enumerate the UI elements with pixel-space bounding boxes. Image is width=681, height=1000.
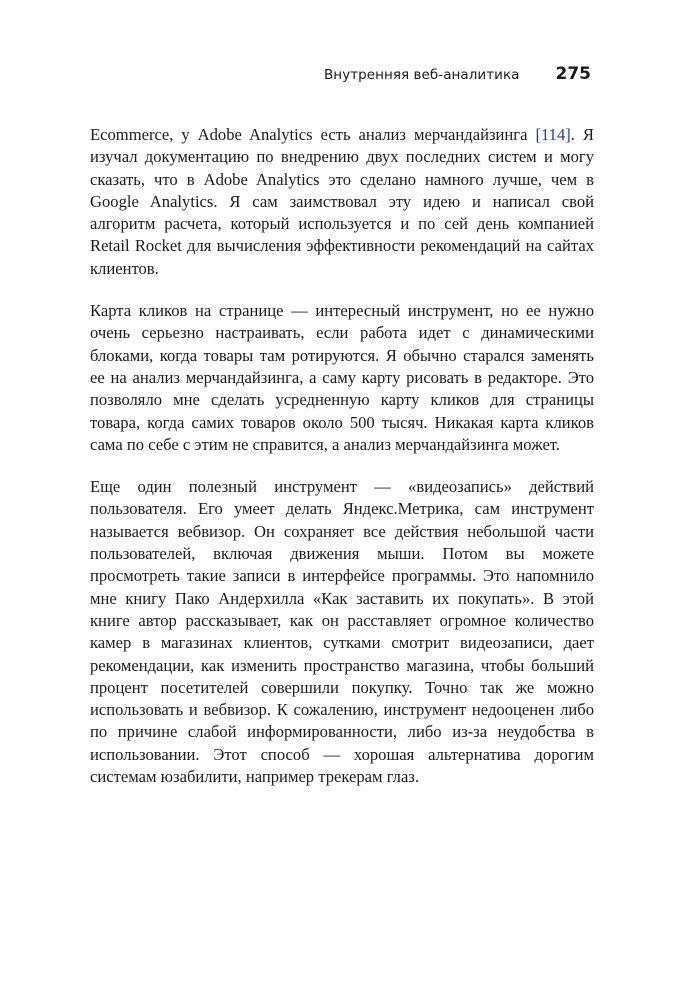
paragraph-video-recording: Еще один полезный инструмент — «видеозапись» действий пользователя. Его умеет делать Яндекс.Метрика, сам инструмент называется вебвизор. Он сохраняет все действия небольшой части пользователей, включая движения мыши. Потом вы можете просмотреть такие записи в интерфейсе программы. Это напомнило мне книгу Пако Андерхилла «Как заставить их покупать». В этой книге автор рассказывает, как он расставляет огромное количество камер в магазинах клиентов, сутками смотрит видеозаписи, дает рекомендации, как изменить пространство магазина, чтобы больший процент посетителей совершили покупку. Точно так же можно использовать и вебвизор. К сожалению, инструмент недооценен либо по причине слабой информированности, либо из-за неудобства в использовании. Этот способ — хорошая альтернатива дорогим системам юзабилити, например трекерам глаз. bbox=[90, 477, 594, 787]
paragraph-merchandising-analysis bbox=[90, 124, 594, 280]
body-text bbox=[90, 124, 594, 808]
citation-reference[interactable]: [114] bbox=[535, 125, 571, 144]
running-header bbox=[324, 64, 591, 84]
paragraph-text-rest: . Я изучал документацию по внедрению двух последних систем и могу сказать, что в Adobe Analytics это сделано намного лучше, чем в Google Analytics. Я сам заимствовал эту идею и написал свой алгоритм расчета, который используется и по сей день компанией Retail Rocket для вычисления эффективности рекомендаций на сайтах клиентов. bbox=[90, 125, 594, 278]
paragraph-click-map: Карта кликов на странице — интересный инструмент, но ее нужно очень серьезно настраивать, если работа идет с динамическими блоками, когда товары там ротируются. Я обычно старался заменять ее на анализ мерчандайзинга, а саму карту рисовать в редакторе. Это позволяло мне сделать усредненную карту кликов для страницы товара, когда самих товаров около 500 тысяч. Никакая карта кликов сама по себе с этим не справится, а анализ мерчандайзинга может. bbox=[90, 301, 594, 454]
paragraph-text-start: Ecommerce, у Adobe Analytics есть анализ мерчандайзинга bbox=[90, 125, 536, 144]
page-number: 275 bbox=[555, 64, 591, 84]
running-title: Внутренняя веб-аналитика bbox=[324, 67, 520, 83]
